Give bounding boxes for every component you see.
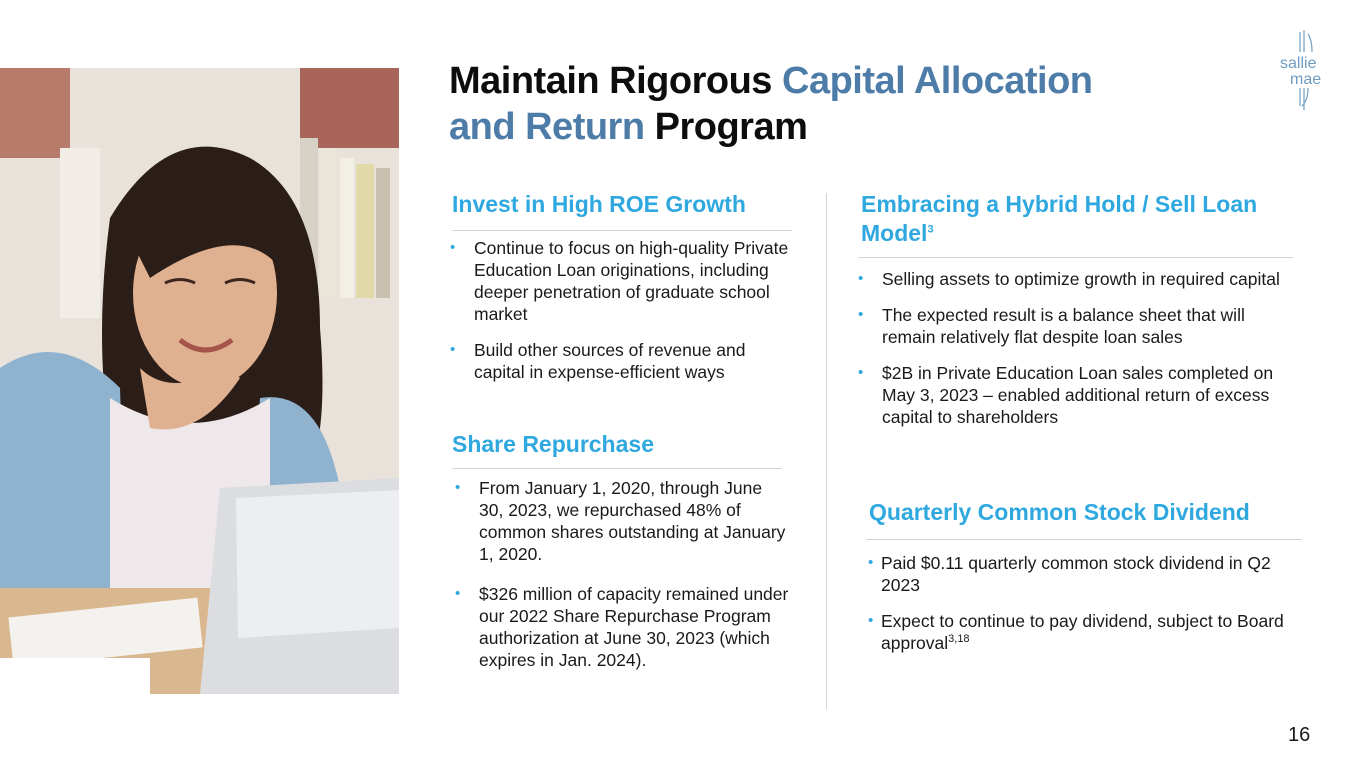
repurchase-rule [452, 468, 782, 469]
invest-heading: Invest in High ROE Growth [452, 191, 746, 217]
list-item: • The expected result is a balance sheet that will remain relatively flat despite loan sales [858, 305, 1245, 347]
bullet-icon: • [858, 306, 864, 323]
hybrid-bullets [858, 268, 1298, 442]
student-photo [0, 68, 399, 694]
list-item: • Expect to continue to pay dividend, subject to Board approval$^{3,18}$ [868, 611, 1284, 653]
bullet-icon: • [868, 612, 874, 629]
bullet-icon: • [455, 479, 461, 496]
invest-rule [452, 230, 792, 231]
invest-bullets [450, 237, 795, 397]
title-part4: Program [644, 106, 808, 148]
bullet-icon: • [858, 364, 864, 381]
bullet-icon: • [450, 239, 456, 256]
title-part3: and Return [449, 106, 645, 148]
logo-line2: mae [1290, 71, 1322, 88]
title-part1: Maintain Rigorous [449, 60, 782, 102]
dividend-heading: Quarterly Common Stock Dividend [869, 499, 1250, 525]
list-item: • $2B in Private Education Loan sales completed on May 3, 2023 – enabled additional return of excess capital to shareholders [858, 363, 1274, 427]
dividend-rule [866, 539, 1302, 540]
hybrid-footnote: 3 [927, 223, 934, 236]
hybrid-heading: Embracing a Hybrid Hold / Sell Loan Model$^3$ [861, 191, 1258, 246]
title-part2: Capital Allocation [782, 60, 1093, 102]
list-item: • Paid $0.11 quarterly common stock dividend in Q2 2023 [868, 553, 1271, 595]
page-title [449, 58, 1093, 150]
sallie-mae-logo [1276, 30, 1336, 110]
list-item: • Build other sources of revenue and capital in expense-efficient ways [450, 340, 746, 382]
list-item: • $326 million of capacity remained under our 2022 Share Repurchase Program authorization at June 30, 2023 (which expires in Jan. 2024). [455, 584, 789, 670]
bullet-icon: • [450, 341, 456, 358]
bullet-icon: • [868, 554, 874, 571]
dividend-bullets [868, 552, 1298, 668]
column-divider [826, 193, 827, 709]
list-item: • Continue to focus on high-quality Private Education Loan originations, including deeper penetration of graduate school market [450, 238, 789, 324]
list-item: • Selling assets to optimize growth in required capital [858, 269, 1280, 289]
hybrid-rule [858, 257, 1293, 258]
dividend-footnote: 3,18 [948, 633, 970, 646]
logo-line1: sallie [1280, 55, 1317, 72]
bullet-icon: • [858, 270, 864, 287]
bullet-icon: • [455, 585, 461, 602]
page-number: 16 [1288, 724, 1311, 746]
repurchase-heading: Share Repurchase [452, 431, 654, 457]
repurchase-bullets [455, 477, 790, 685]
list-item: • From January 1, 2020, through June 30, 2023, we repurchased 48% of common shares outstanding at January 1, 2020. [455, 478, 786, 564]
